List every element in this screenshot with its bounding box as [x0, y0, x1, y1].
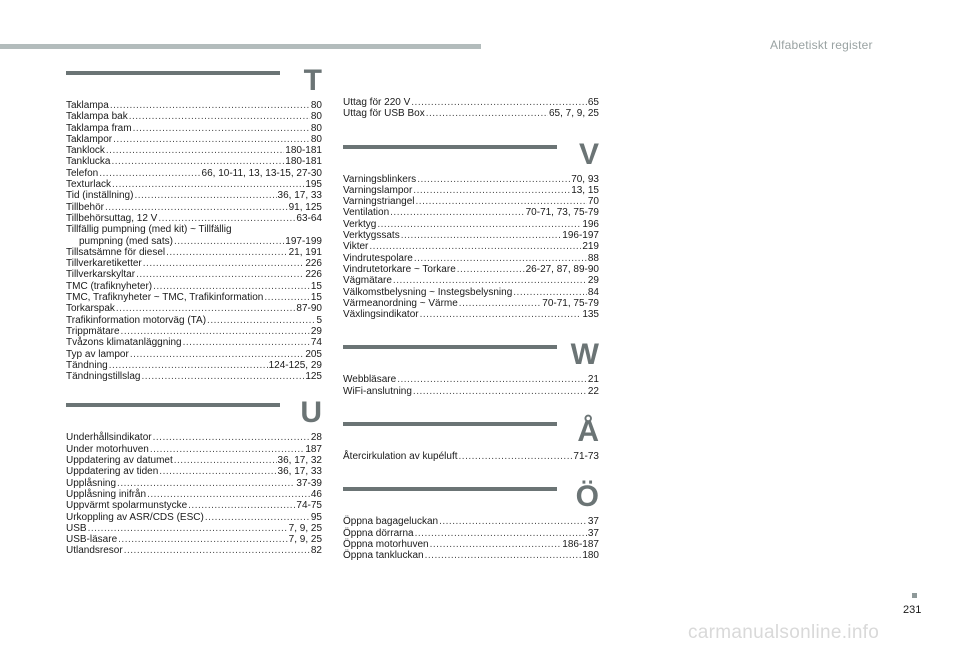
- dot-leader: [397, 374, 587, 385]
- entry-term: Uppvärmt spolarmunstycke: [66, 500, 188, 512]
- entry-pages: 196-197: [562, 230, 599, 242]
- dot-leader: [153, 432, 310, 443]
- index-entry: [66, 202, 322, 213]
- index-entry: [343, 207, 599, 218]
- entry-term: Torkarspak: [66, 303, 115, 315]
- entry-term: Tanklucka: [66, 156, 111, 168]
- index-entry: [343, 97, 599, 108]
- index-entry: [66, 269, 322, 280]
- index-entry: [343, 516, 599, 527]
- index-entry: [66, 134, 322, 145]
- dot-leader: [106, 145, 284, 156]
- entry-pages: 82: [310, 545, 322, 557]
- section-letter: Ö: [575, 480, 599, 514]
- entry-term: Tillbehörsuttag, 12 V: [66, 212, 158, 224]
- section-header: [66, 66, 322, 100]
- dot-leader: [130, 349, 305, 360]
- index-entry: [66, 145, 322, 156]
- entry-pages: 195: [305, 179, 322, 191]
- entry-list: [343, 516, 599, 561]
- entry-pages: 21: [587, 374, 599, 386]
- index-entry: [343, 386, 599, 397]
- dot-leader: [142, 371, 305, 382]
- entry-term: Uppdatering av datumet: [66, 455, 173, 467]
- entry-pages: 80: [310, 133, 322, 145]
- index-entry: [66, 292, 322, 303]
- section-rule: [66, 71, 280, 75]
- entry-term: USB-läsare: [66, 534, 118, 546]
- entry-term: pumpning (med sats): [79, 235, 173, 247]
- entry-list: [343, 97, 599, 120]
- entry-term: Återcirkulation av kupéluft: [343, 451, 458, 463]
- entry-pages: 226: [305, 258, 322, 270]
- dot-leader: [205, 512, 310, 523]
- index-entry: [66, 432, 322, 443]
- entry-pages: 37: [587, 516, 599, 528]
- index-entry: [343, 539, 599, 550]
- index-entry: [66, 349, 322, 360]
- entry-pages: 70, 93: [571, 173, 599, 185]
- index-entry: [343, 275, 599, 286]
- page-number: 231: [903, 604, 922, 616]
- dot-leader: [153, 281, 310, 292]
- index-entry: [66, 455, 322, 466]
- index-entry: [66, 371, 322, 382]
- index-entry: [66, 156, 322, 167]
- entry-pages: 80: [310, 100, 322, 111]
- entry-pages: 71-73: [573, 451, 599, 463]
- dot-leader: [420, 309, 582, 320]
- entry-pages: 219: [582, 241, 599, 253]
- index-entry: [66, 360, 322, 371]
- dot-leader: [121, 326, 310, 337]
- index-entry: [343, 108, 599, 119]
- section-header: [66, 398, 322, 432]
- entry-pages: 197-199: [285, 235, 322, 247]
- page-header-title: Alfabetiskt register: [770, 38, 873, 52]
- entry-term: Värmeanordning ~ Värme: [343, 297, 458, 309]
- entry-term: Taklampa: [66, 100, 109, 111]
- entry-pages: 65, 7, 9, 25: [548, 108, 599, 120]
- dot-leader: [111, 156, 284, 167]
- entry-pages: 70: [587, 196, 599, 208]
- index-entry: [66, 111, 322, 122]
- entry-term: Varningslampor: [343, 184, 413, 196]
- section-v: [343, 137, 599, 321]
- index-entry: [343, 185, 599, 196]
- entry-term: Tillfällig pumpning (med kit) ~ Tillfällig: [66, 224, 232, 236]
- dot-leader: [124, 545, 310, 556]
- index-entry: [66, 512, 322, 523]
- entry-term: Tillverkarskyltar: [66, 269, 136, 281]
- index-entry: [343, 309, 599, 320]
- entry-pages: 36, 17, 33: [277, 466, 322, 478]
- index-entry: [343, 374, 599, 385]
- dot-leader: [112, 179, 304, 190]
- left-column: [66, 66, 322, 557]
- watermark-text: carmanualsonline.info: [688, 622, 880, 643]
- section-header: [343, 482, 599, 516]
- entry-term: USB: [66, 522, 87, 534]
- header-rule: [0, 44, 481, 49]
- dot-leader: [457, 264, 525, 275]
- dot-leader: [439, 516, 587, 527]
- entry-list: [343, 174, 599, 321]
- entry-pages: 21, 191: [288, 246, 322, 258]
- entry-term: Typ av lampor: [66, 348, 129, 360]
- section-rule: [343, 145, 557, 149]
- index-entry: [66, 224, 322, 235]
- entry-term: Taklampa fram: [66, 122, 132, 134]
- dot-leader: [105, 202, 288, 213]
- dot-leader: [183, 337, 310, 348]
- section-rule: [66, 403, 280, 407]
- entry-pages: 135: [582, 309, 599, 321]
- section-w: [343, 340, 599, 397]
- index-entry: [66, 534, 322, 545]
- index-entry: [66, 489, 322, 500]
- entry-pages: 226: [305, 269, 322, 281]
- entry-pages: 88: [587, 252, 599, 264]
- dot-leader: [390, 207, 524, 218]
- section-u: [66, 398, 322, 556]
- entry-pages: 187: [305, 443, 322, 455]
- entry-term: Tändningstillslag: [66, 371, 141, 383]
- dot-leader: [393, 275, 587, 286]
- entry-pages: 65: [587, 97, 599, 108]
- section-aa: [343, 417, 599, 462]
- index-entry: [66, 281, 322, 292]
- entry-term: Webbläsare: [343, 374, 397, 386]
- entry-pages: 5: [316, 314, 322, 326]
- dot-leader: [129, 111, 310, 122]
- entry-pages: 180-181: [285, 145, 322, 157]
- entry-list: [66, 432, 322, 556]
- entry-list: [343, 451, 599, 462]
- dot-leader: [411, 97, 587, 108]
- dot-leader: [136, 269, 304, 280]
- entry-term: Tillbehör: [66, 201, 104, 213]
- entry-pages: 124-125, 29: [268, 359, 322, 371]
- entry-pages: 37-39: [296, 477, 322, 489]
- index-entry: [66, 168, 322, 179]
- entry-term: Tillverkaretiketter: [66, 258, 142, 270]
- index-entry: [66, 258, 322, 269]
- entry-term: Utlandsresor: [66, 545, 123, 557]
- index-entry: [66, 337, 322, 348]
- index-entry: [66, 213, 322, 224]
- entry-pages: 15: [310, 292, 322, 304]
- entry-term: Uttag för 220 V: [343, 97, 411, 108]
- entry-term: Öppna bagageluckan: [343, 516, 439, 528]
- entry-pages: 15: [310, 280, 322, 292]
- entry-term: Upplåsning: [66, 477, 117, 489]
- entry-term: Trippmätare: [66, 325, 120, 337]
- section-rule: [343, 345, 557, 349]
- entry-term: Vindrutespolare: [343, 252, 413, 264]
- entry-term: Tid (inställning): [66, 190, 134, 202]
- entry-pages: 74-75: [296, 500, 322, 512]
- section-letter: Å: [577, 415, 599, 449]
- entry-pages: 74: [310, 337, 322, 349]
- index-entry: [66, 500, 322, 511]
- entry-term: Under motorhuven: [66, 443, 149, 455]
- entry-term: TMC (trafiknyheter): [66, 280, 153, 292]
- entry-term: Uttag för USB Box: [343, 108, 425, 120]
- section-header: [343, 137, 599, 174]
- index-entry: [343, 230, 599, 241]
- index-entry: [343, 219, 599, 230]
- entry-pages: 95: [310, 511, 322, 523]
- entry-term: Tändning: [66, 359, 108, 371]
- entry-pages: 7, 9, 25: [288, 534, 322, 546]
- section-letter: V: [578, 137, 599, 171]
- index-entry: [343, 174, 599, 185]
- dot-leader: [158, 213, 295, 224]
- dot-leader: [416, 196, 587, 207]
- entry-pages: 84: [587, 286, 599, 298]
- index-entry: [343, 451, 599, 462]
- entry-pages: 7, 9, 25: [288, 522, 322, 534]
- entry-term: Underhållsindikator: [66, 432, 152, 444]
- entry-term: Öppna tankluckan: [343, 550, 424, 562]
- index-entry: [343, 196, 599, 207]
- entry-pages: 180-181: [285, 156, 322, 168]
- dot-leader: [413, 386, 587, 397]
- dot-leader: [513, 287, 587, 298]
- entry-term: Varningsblinkers: [343, 173, 417, 185]
- entry-list: [343, 374, 599, 397]
- dot-leader: [134, 190, 276, 201]
- entry-pages: 205: [305, 348, 322, 360]
- entry-term: Ventilation: [343, 207, 390, 219]
- section-oe: [343, 482, 599, 561]
- entry-term: Tillsatsämne för diesel: [66, 246, 166, 258]
- entry-term: Verktygssats: [343, 230, 400, 242]
- entry-term: Taklampor: [66, 133, 113, 145]
- dot-leader: [143, 258, 305, 269]
- dot-leader: [459, 298, 541, 309]
- dot-leader: [264, 292, 310, 303]
- dot-leader: [109, 360, 268, 371]
- dot-leader: [133, 123, 310, 134]
- index-entry: [66, 236, 322, 247]
- dot-leader: [426, 108, 548, 119]
- entry-pages: 63-64: [296, 212, 322, 224]
- entry-term: Växlingsindikator: [343, 309, 419, 321]
- dot-leader: [113, 134, 310, 145]
- index-entry: [66, 247, 322, 258]
- entry-pages: 29: [310, 325, 322, 337]
- section-header: [343, 340, 599, 374]
- entry-term: Varningstriangel: [343, 196, 415, 208]
- right-column: [343, 97, 599, 562]
- index-entry: [66, 303, 322, 314]
- entry-term: Taklampa bak: [66, 111, 128, 123]
- index-entry: [66, 523, 322, 534]
- dot-leader: [110, 100, 310, 111]
- dot-leader: [413, 185, 570, 196]
- entry-pages: 26-27, 87, 89-90: [525, 263, 599, 275]
- entry-pages: 87-90: [296, 303, 322, 315]
- index-entry: [66, 444, 322, 455]
- entry-term: Texturlack: [66, 179, 112, 191]
- entry-term: WiFi-anslutning: [343, 385, 412, 397]
- dot-leader: [415, 528, 587, 539]
- entry-pages: 80: [310, 122, 322, 134]
- dot-leader: [377, 219, 581, 230]
- entry-pages: 196: [582, 218, 599, 230]
- entry-pages: 46: [310, 488, 322, 500]
- entry-term: Välkomstbelysning ~ Instegsbelysning: [343, 286, 513, 298]
- entry-term: Uppdatering av tiden: [66, 466, 159, 478]
- entry-pages: 36, 17, 32: [277, 455, 322, 467]
- entry-pages: 70-71, 73, 75-79: [525, 207, 599, 219]
- entry-pages: 13, 15: [571, 184, 599, 196]
- entry-pages: 28: [310, 432, 322, 444]
- section-letter: T: [303, 64, 322, 97]
- entry-pages: 37: [587, 527, 599, 539]
- entry-pages: 66, 10-11, 13, 13-15, 27-30: [201, 167, 322, 179]
- dot-leader: [159, 466, 276, 477]
- entry-pages: 125: [305, 371, 322, 383]
- entry-term: Telefon: [66, 167, 99, 179]
- entry-term: Öppna dörrarna: [343, 527, 414, 539]
- index-entry: [66, 123, 322, 134]
- entry-term: TMC, Trafiknyheter ~ TMC, Trafikinformation: [66, 292, 264, 304]
- entry-term: Öppna motorhuven: [343, 538, 429, 550]
- section-letter: W: [570, 338, 599, 372]
- entry-term: Verktyg: [343, 218, 377, 230]
- page-marker-dot: [912, 593, 917, 598]
- index-entry: [66, 466, 322, 477]
- entry-pages: 186-187: [562, 538, 599, 550]
- section-header: [343, 417, 599, 451]
- section-letter: U: [300, 396, 322, 430]
- dot-leader: [118, 534, 288, 545]
- dot-leader: [401, 230, 562, 241]
- dot-leader: [188, 500, 295, 511]
- index-entry: [66, 478, 322, 489]
- index-entry: [343, 298, 599, 309]
- entry-term: Tanklock: [66, 145, 105, 157]
- index-entry: [66, 326, 322, 337]
- dot-leader: [425, 550, 582, 561]
- index-entry: [343, 550, 599, 561]
- section-t: [66, 66, 322, 382]
- dot-leader: [414, 253, 587, 264]
- entry-term: Vägmätare: [343, 275, 392, 287]
- dot-leader: [430, 539, 562, 550]
- index-entry: [343, 287, 599, 298]
- dot-leader: [417, 174, 570, 185]
- index-entry: [66, 179, 322, 190]
- index-entry: [343, 241, 599, 252]
- dot-leader: [174, 455, 277, 466]
- dot-leader: [116, 303, 296, 314]
- dot-leader: [117, 478, 295, 489]
- dot-leader: [207, 315, 315, 326]
- index-entry: [343, 253, 599, 264]
- index-entry: [66, 315, 322, 326]
- entry-term: Urkoppling av ASR/CDS (ESC): [66, 511, 204, 523]
- dot-leader: [459, 451, 573, 462]
- entry-term: Trafikinformation motorväg (TA): [66, 314, 207, 326]
- entry-pages: 29: [587, 275, 599, 287]
- entry-list: [66, 100, 322, 382]
- index-entry: [66, 545, 322, 556]
- dot-leader: [99, 168, 200, 179]
- section-rule: [343, 487, 557, 491]
- entry-pages: 70-71, 75-79: [542, 297, 599, 309]
- entry-term: Vikter: [343, 241, 369, 253]
- dot-leader: [369, 241, 581, 252]
- dot-leader: [150, 444, 304, 455]
- dot-leader: [166, 247, 288, 258]
- index-entry: [66, 190, 322, 201]
- index-entry: [66, 100, 322, 111]
- index-entry: [343, 264, 599, 275]
- entry-pages: 80: [310, 111, 322, 123]
- entry-pages: 180: [582, 550, 599, 562]
- dot-leader: [88, 523, 288, 534]
- index-entry: [343, 528, 599, 539]
- entry-term: Upplåsning inifrån: [66, 488, 147, 500]
- entry-pages: 36, 17, 33: [277, 190, 322, 202]
- entry-term: Vindrutetorkare ~ Torkare: [343, 263, 456, 275]
- entry-term: Tvåzons klimatanläggning: [66, 337, 182, 349]
- dot-leader: [147, 489, 310, 500]
- dot-leader: [174, 236, 284, 247]
- entry-pages: 22: [587, 385, 599, 397]
- entry-pages: 91, 125: [288, 201, 322, 213]
- section-rule: [343, 422, 557, 426]
